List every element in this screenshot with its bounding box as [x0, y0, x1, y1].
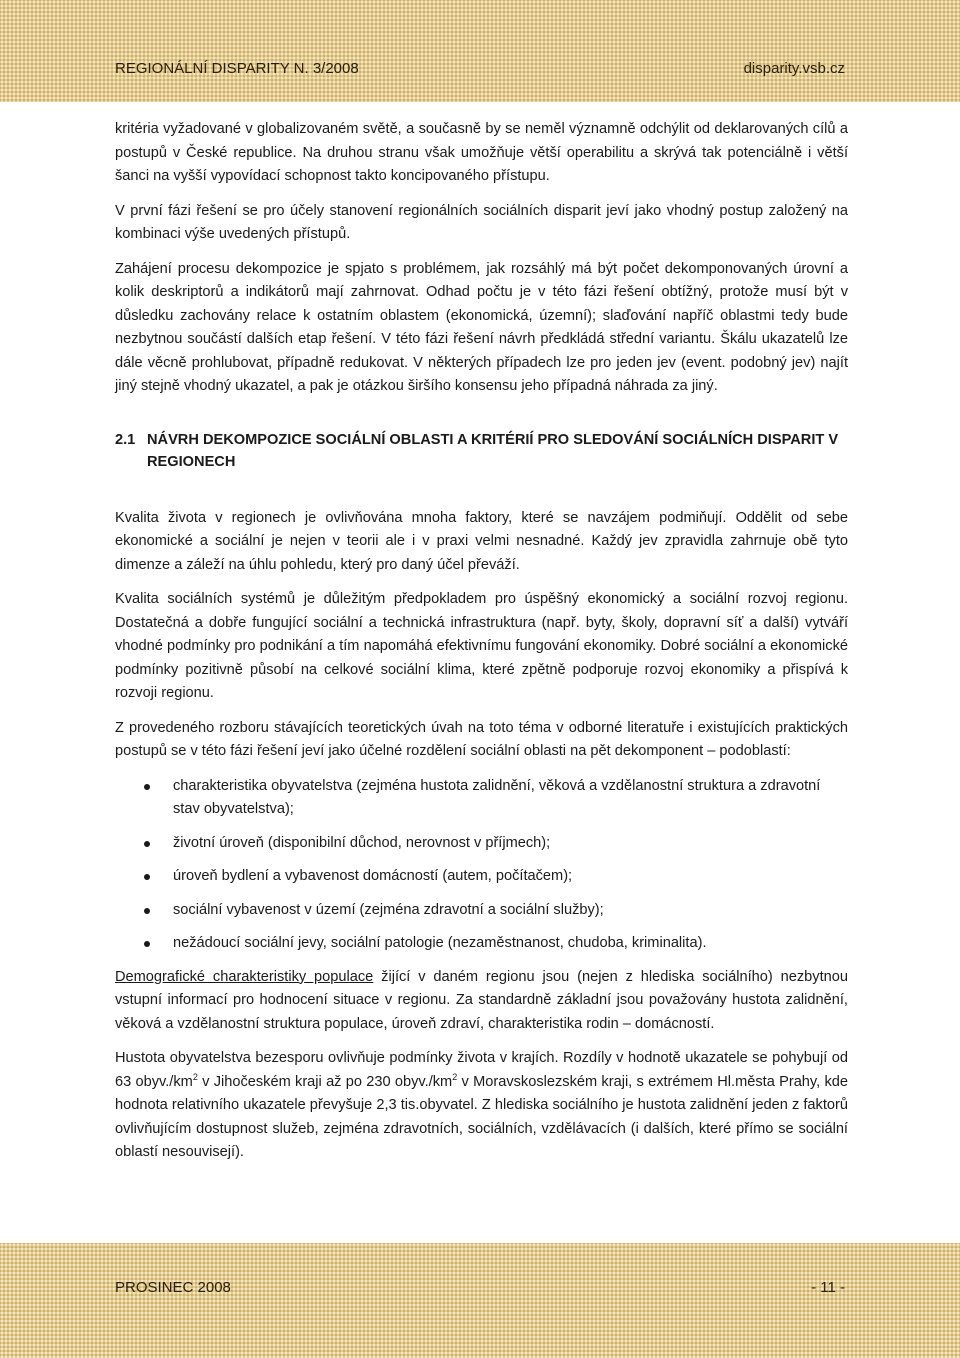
section-title: NÁVRH DEKOMPOZICE SOCIÁLNÍ OBLASTI A KRITÉRIÍ PRO SLEDOVÁNÍ SOCIÁLNÍCH DISPARIT V REGIONECH — [147, 431, 839, 470]
list-item: charakteristika obyvatelstva (zejména hustota zalidnění, věková a vzdělanostní struktura a zdravotní stav obyvatelstva); — [115, 775, 848, 822]
bullet-icon — [144, 908, 150, 914]
list-item: nežádoucí sociální jevy, sociální patologie (nezaměstnanost, chudoba, kriminalita). — [115, 932, 848, 956]
paragraph: Z provedeného rozboru stávajících teoretických úvah na toto téma v odborné literatuře i existujících praktických postupů se v této fázi řešení jeví jako účelné rozdělení sociální oblasti na pět dekomponent – podoblastí: — [115, 719, 848, 759]
bullet-icon — [144, 841, 150, 847]
paragraph: kritéria vyžadované v globalizovaném světě, a současně by se neměl významně odchýlit od deklarovaných cílů a postupů v České republice. Na druhou stranu však umožňuje větší operabilitu a skrývá tak potenciálně i větší šanci na vyšší vypovídací schopnost takto koncipovaného přístupu. — [115, 121, 848, 184]
paragraph: Kvalita života v regionech je ovlivňována mnoha faktory, které se navzájem podmiňují. Oddělit od sebe ekonomické a sociální je nejen v teorii ale i v praxi velmi nesnadné. Každý jev zpravidla zahrnuje obě tyto dimenze a záleží na úhlu pohledu, který pro daný účel převáží. — [115, 509, 848, 573]
paragraph: Demografické charakteristiky populace žijící v daném regionu jsou (nejen z hlediska sociálního) nezbytnou vstupní informací pro hodnocení situace v regionu. Za standardně základní jsou považovány hustota zalidnění, věková a vzdělanostní struktura populace, úroveň zdraví, charakteristika rodin – domácností. — [115, 968, 849, 1032]
paragraph: Hustota obyvatelstva bezesporu ovlivňuje podmínky života v krajích. Rozdíly v hodnotě ukazatele se pohybují od 63 $obyv./km^2$ v Jihočeském kraji až po 230 $obyv./km^2$ v Moravskoslezském kraji, s extrémem Hl.města Prahy, kde hodnota relativního ukazatele převyšuje 2,3 tis.obyvatel. Z hlediska sociálního je hustota zalidnění jeden z faktorů ovlivňujícím dostupnost služeb, zejména zdravotních, sociálních, vzdělávacích (i dalších, které přímo se sociální oblastí nesouvisejí). — [115, 1050, 849, 1160]
section-number: 2.1 — [115, 431, 136, 448]
page-number: - 11 - — [811, 1279, 845, 1296]
journal-website: disparity.vsb.cz — [743, 60, 845, 77]
journal-title: REGIONÁLNÍ DISPARITY N. 3/2008 — [115, 60, 359, 77]
header-band — [0, 0, 960, 102]
paragraph: Zahájení procesu dekompozice je spjato s problémem, jak rozsáhlý má být počet dekomponovaných úrovní a kolik deskriptorů a indikátorů mají zahrnovat. Odhad počtu je v této fázi řešení obtížný, protože musí být v důsledku zachovány relace k ostatním oblastem (ekonomická, územní); slaďování napříč oblastmi tedy bude nezbytnou součástí dalších etap řešení. V této fázi řešení návrh předkládá střední variantu. Škálu ukazatelů lze dále věcně prohlubovat, případně redukovat. V některých případech lze pro jeden jev (event. podobný jev) najít jiný stejně vhodný ukazatel, a pak je otázkou širšího konsensu jeho případná náhrada za jiný. — [115, 260, 848, 394]
page-content — [115, 118, 848, 1165]
bullet-icon — [144, 874, 150, 880]
bullet-icon — [144, 941, 150, 947]
list-item: životní úroveň (disponibilní důchod, nerovnost v příjmech); — [115, 832, 848, 856]
section-heading — [115, 429, 848, 473]
paragraph: V první fázi řešení se pro účely stanovení regionálních sociálních disparit jeví jako vhodný postup založený na kombinaci výše uvedených přístupů. — [115, 202, 848, 242]
subdomain-list — [115, 775, 848, 956]
footer-date: PROSINEC 2008 — [115, 1279, 231, 1296]
list-item: sociální vybavenost v území (zejména zdravotní a sociální služby); — [115, 899, 848, 923]
underlined-term: Demografické charakteristiky populace — [115, 968, 374, 985]
paragraph: Kvalita sociálních systémů je důležitým předpokladem pro úspěšný ekonomický a sociální rozvoj regionu. Dostatečná a dobře fungující sociální a technická infrastruktura (např. byty, školy, dopravní síť a další) vytváří vhodné podmínky pro podnikání a tím napomáhá efektivnímu fungování ekonomiky. Dobré sociální a ekonomické podmínky pozitivně působí na celkové sociální klima, které zpětně podporuje rozvoj ekonomiky a přispívá k rozvoji regionu. — [115, 591, 848, 701]
bullet-icon — [144, 784, 150, 790]
footer-band — [0, 1243, 960, 1358]
list-item: úroveň bydlení a vybavenost domácností (autem, počítačem); — [115, 865, 848, 889]
